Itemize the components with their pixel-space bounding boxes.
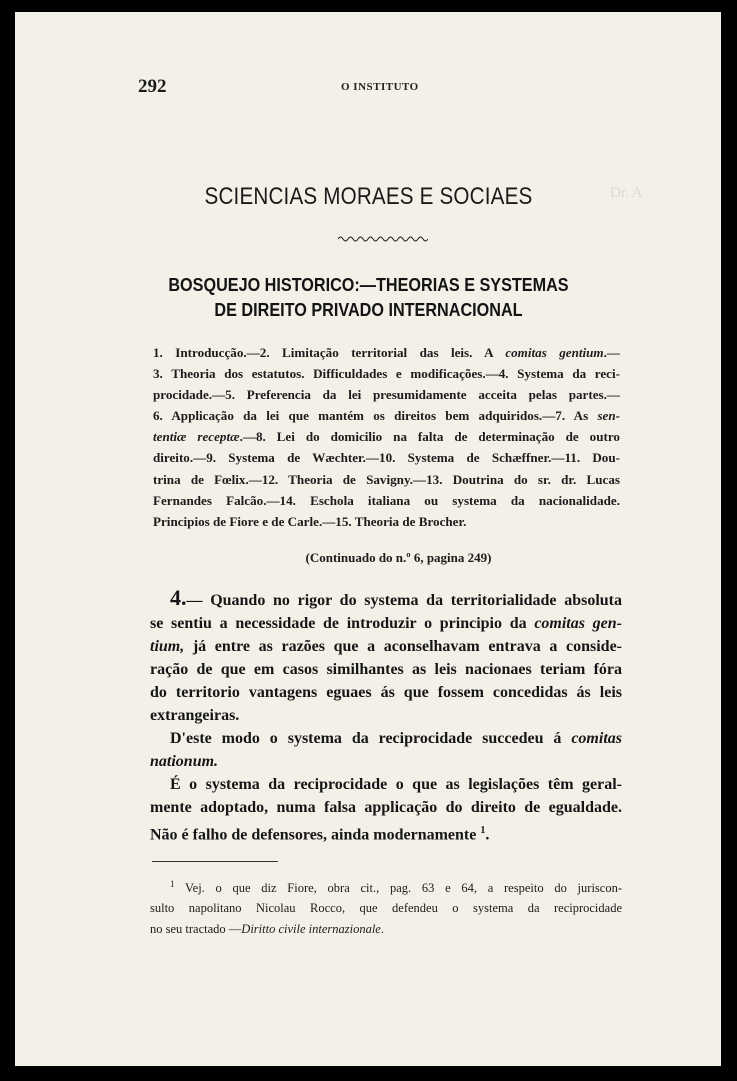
summary-line: Principios de Fiore e de Carle.—15. Theoria de Brocher. [153,513,467,529]
footnote [150,874,622,939]
paragraph-line: nationum. [150,753,219,770]
paragraph-line: extrangeiras. [150,707,240,724]
running-title: O INSTITUTO [341,81,419,93]
article-summary [153,342,620,532]
footnote-line: $^1$ Vej. o que diz Fiore, obra cit., pag. 63 e 64, a respeito do juriscon- [170,879,622,896]
footnote-mark: 1 [170,879,175,889]
summary-line: 3. Theoria dos estatutos. Difficuldades e modificações.—4. Systema da reci- [153,366,620,382]
wavy-rule-ornament [338,235,428,243]
paragraph-line: É o systema da reciprocidade o que as legislações têm geral- [170,776,622,793]
paragraph-line: mente adoptado, numa falsa applicação do direito de egualdade. [150,799,622,816]
bleed-through-decoration: Dr. A [610,185,643,201]
paragraph-line: do territorio vantagens eguaes ás que fossem concedidas ás leis [150,684,622,701]
footnote-reference: 1 [480,825,486,836]
page-number: 292 [138,76,167,97]
summary-line: Fernandes Falcão.—14. Eschola italiana ou systema da nacionalidade. [153,492,620,508]
paragraph-line: D'este modo o systema da reciprocidade succedeu á comitas [170,730,622,747]
paragraph-line: 4.— Quando no rigor do systema da territorialidade absoluta [170,585,622,610]
page-header [138,76,638,100]
paragraph-line: ração de que em casos similhantes as leis nacionaes teriam fóra [150,661,622,678]
summary-line: trina de Fœlix.—12. Theoria de Savigny.—13. Doutrina do sr. dr. Lucas [153,471,620,487]
paragraph-number: 4. [170,585,187,610]
article-title-line1: BOSQUEJO HISTORICO:—THEORIAS E SYSTEMAS [168,275,569,295]
summary-line: 1. Introducção.—2. Limitação territorial das leis. A comitas gentium.— [153,345,620,360]
summary-line: 6. Applicação da lei que mantém os direitos bem adquiridos.—7. As sen- [153,408,620,424]
summary-line: tentiæ receptæ.—8. Lei do domicilio na falta de determinação de outro [153,429,620,445]
paragraph-line: Não é falho de defensores, ainda modernamente $^1$. [150,825,490,844]
paragraph-line: se sentiu a necessidade de introduzir o principio da comitas gen- [150,615,623,632]
body-text [150,586,622,846]
article-title-line2: DE DIREITO PRIVADO INTERNACIONAL [214,300,523,320]
section-title: SCIENCIAS MORAES E SOCIAES [204,183,533,210]
footnote-line: sulto napolitano Nicolau Rocco, que defendeu o systema da reciprocidade [150,901,622,916]
paragraph-line: tium, já entre as razões que a aconselhavam entrava a conside- [150,638,622,655]
summary-line: direito.—9. Systema de Wæchter.—10. Systema de Schæffner.—11. Dou- [153,450,620,466]
summary-line: procidade.—5. Preferencia da lei presumidamente acceita pelas partes.— [153,387,620,403]
footnote-line: no seu tractado —Diritto civile internazionale. [150,921,384,936]
footnote-rule [152,861,278,862]
continued-note: (Continuado do n.º 6, pagina 249) [305,550,492,565]
